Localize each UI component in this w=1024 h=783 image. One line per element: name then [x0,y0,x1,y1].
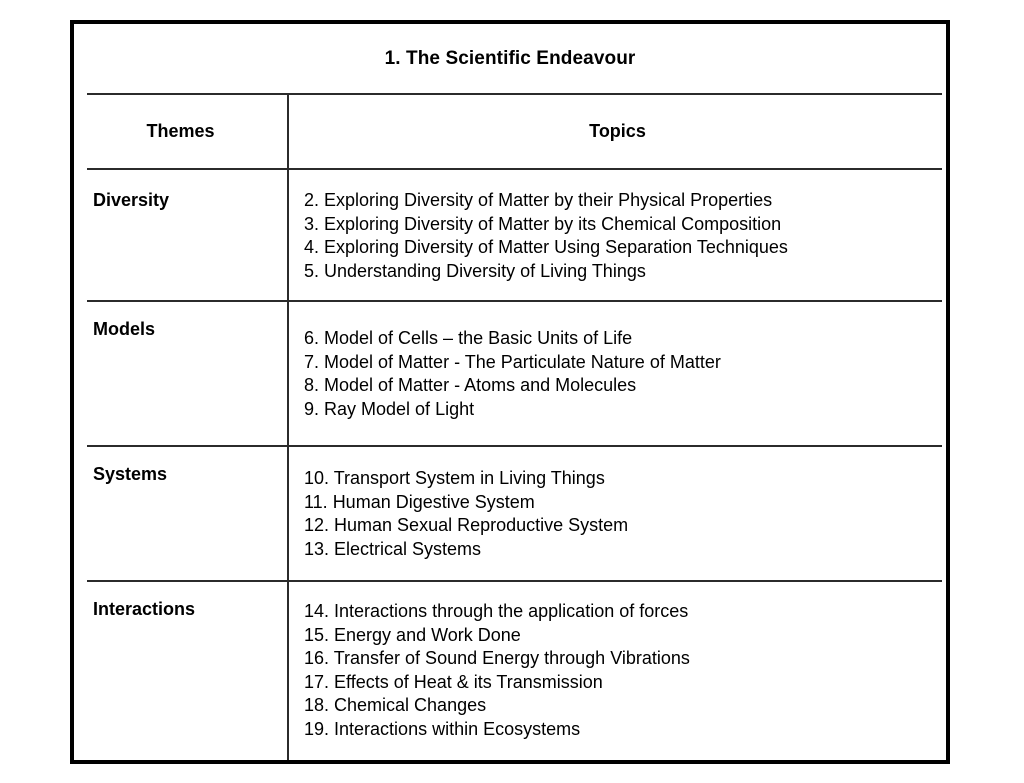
theme-cell [74,302,287,445]
topics-cell [289,302,946,445]
syllabus-table [70,20,950,764]
list-item: 5. Understanding Diversity of Living Things [304,260,646,281]
list-item: 12. Human Sexual Reproductive System [304,515,629,535]
list-item: 13. Electrical Systems [304,538,482,559]
list-item: 8. Model of Matter - Atoms and Molecules [304,375,637,395]
rule-below-header [87,168,942,170]
topics-list [304,189,788,283]
theme-label: Systems [93,464,168,484]
list-item: 4. Exploring Diversity of Matter Using Separation Techniques [304,237,788,257]
list-item: 7. Model of Matter - The Particulate Nature of Matter [304,351,721,372]
list-item: 3. Exploring Diversity of Matter by its Chemical Composition [304,213,782,234]
list-item: 18. Chemical Changes [304,695,487,715]
column-header-topics-cell [289,95,946,168]
table-row [74,302,946,445]
page-title: 1. The Scientific Endeavour [384,47,636,69]
list-item: 19. Interactions within Ecosystems [304,718,581,739]
topics-cell [289,447,946,580]
list-item: 16. Transfer of Sound Energy through Vibrations [304,648,690,668]
topics-list [304,327,721,421]
list-item: 14. Interactions through the application of forces [304,601,689,621]
table-inner [74,24,946,760]
topics-cell [289,172,946,300]
list-item: 15. Energy and Work Done [304,624,521,645]
theme-label: Models [93,319,156,339]
topics-list [304,467,628,561]
theme-cell [74,582,287,760]
topics-list [304,600,690,741]
table-row [74,172,946,300]
topics-cell [289,582,946,760]
table-title-row [74,24,946,93]
list-item: 10. Transport System in Living Things [304,468,605,488]
column-header-topics: Topics [589,121,646,141]
table-header-row [74,95,946,168]
theme-cell [74,447,287,580]
theme-label: Diversity [93,190,170,210]
list-item: 2. Exploring Diversity of Matter by their Physical Properties [304,190,773,210]
theme-cell [74,172,287,300]
list-item: 11. Human Digestive System [304,491,535,512]
column-header-themes: Themes [146,121,215,141]
table-row [74,447,946,580]
column-header-themes-cell [74,95,287,168]
list-item: 9. Ray Model of Light [304,398,475,419]
list-item: 6. Model of Cells – the Basic Units of Life [304,328,633,348]
table-row [74,582,946,760]
theme-label: Interactions [93,599,196,619]
list-item: 17. Effects of Heat & its Transmission [304,671,603,692]
